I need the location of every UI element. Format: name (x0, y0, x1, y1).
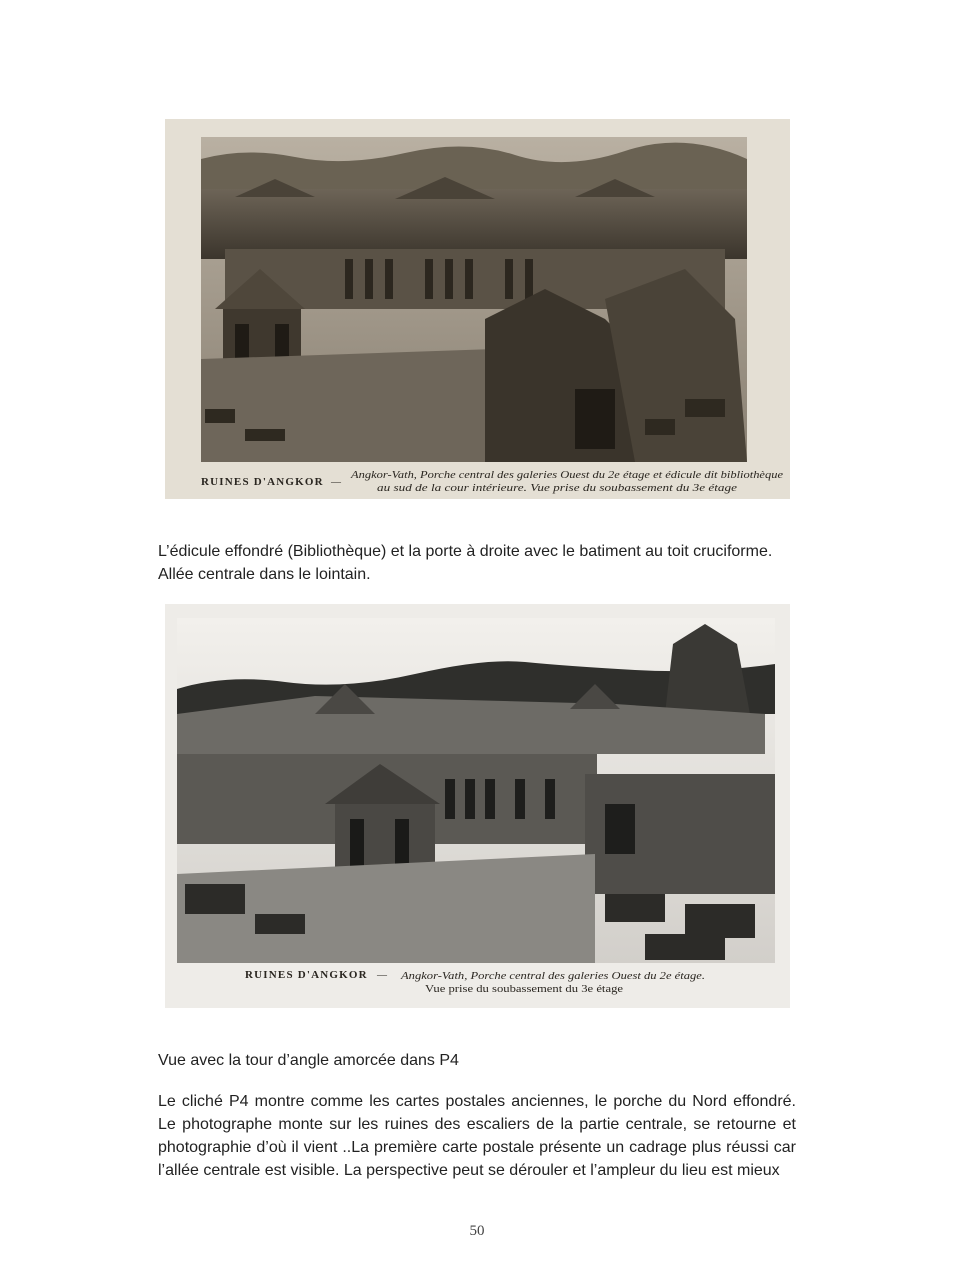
photo1-caption-title: RUINES D'ANGKOR (201, 476, 324, 488)
photo2-description: Vue avec la tour d’angle amorcée dans P4 (158, 1052, 459, 1069)
page-number: 50 (469, 1223, 485, 1239)
photo1-caption-line2: au sud de la cour intérieure. Vue prise du soubassement du 3e étage (377, 483, 738, 494)
body-paragraph: Le cliché P4 montre comme les cartes postales anciennes, le porche du Nord effondré. Le photographe monte sur les ruines des escaliers de la partie centrale, se retourne et photographie d’où il vient ..La première carte postale présente un cadrage plus réussi car l’allée centrale est visible. La perspective peut se dérouler et l’ampleur du lieu est mieux (158, 1093, 796, 1179)
photo1-caption-line1: Angkor-Vath, Porche central des galeries Ouest du 2e étage et édicule dit bibliothèque (349, 470, 784, 481)
postcard-photo-2 (165, 604, 790, 1008)
postcard-photo-1 (165, 119, 790, 499)
photo2-caption-line2: Vue prise du soubassement du 3e étage (425, 984, 624, 995)
photo2-caption-line1: Angkor-Vath, Porche central des galeries Ouest du 2e étage. (399, 971, 705, 982)
photo1-description: L’édicule effondré (Bibliothèque) et la porte à droite avec le batiment au toit cruciforme. Allée centrale dans le lointain. (158, 543, 773, 583)
photo1-caption-dash: — (331, 477, 341, 488)
photo2-caption-title: RUINES D'ANGKOR (245, 969, 368, 981)
photo2-caption-dash: — (377, 970, 387, 981)
